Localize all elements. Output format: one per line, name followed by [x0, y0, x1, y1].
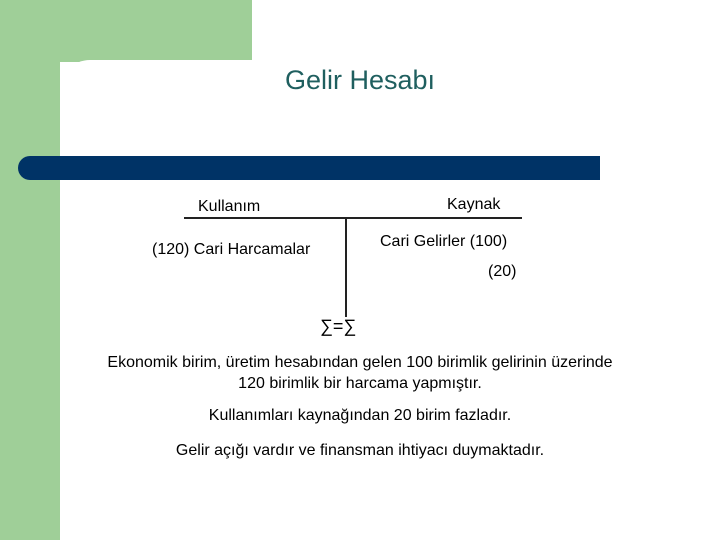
right-item-cari-gelirler: Cari Gelirler (100)	[380, 233, 508, 250]
right-balance-value: (20)	[488, 263, 517, 280]
slide-panel	[60, 60, 720, 540]
sigma-equation: ∑=∑	[320, 316, 357, 336]
paragraph-explanation-3: Gelir açığı vardır ve finansman ihtiyacı duymaktadır.	[175, 442, 545, 459]
slide-title: Gelir Hesabı	[284, 65, 436, 95]
t-account-vertical-line	[345, 217, 347, 317]
left-green-bar	[0, 0, 60, 540]
right-header-kaynak: Kaynak	[447, 196, 501, 213]
left-header-kullanim: Kullanım	[198, 198, 261, 215]
paragraph-explanation-1: Ekonomik birim, üretim hesabından gelen 100 birimlik gelirinin üzerinde 120 birimlik bir harcama yapmıştır.	[107, 354, 613, 392]
paragraph-explanation-2: Kullanımları kaynağından 20 birim fazladır.	[208, 407, 512, 424]
left-item-cari-harcamalar: (120) Cari Harcamalar	[152, 241, 311, 258]
t-account-horizontal-line	[184, 217, 522, 219]
top-green-block	[0, 0, 252, 62]
title-divider-bar	[18, 156, 600, 180]
